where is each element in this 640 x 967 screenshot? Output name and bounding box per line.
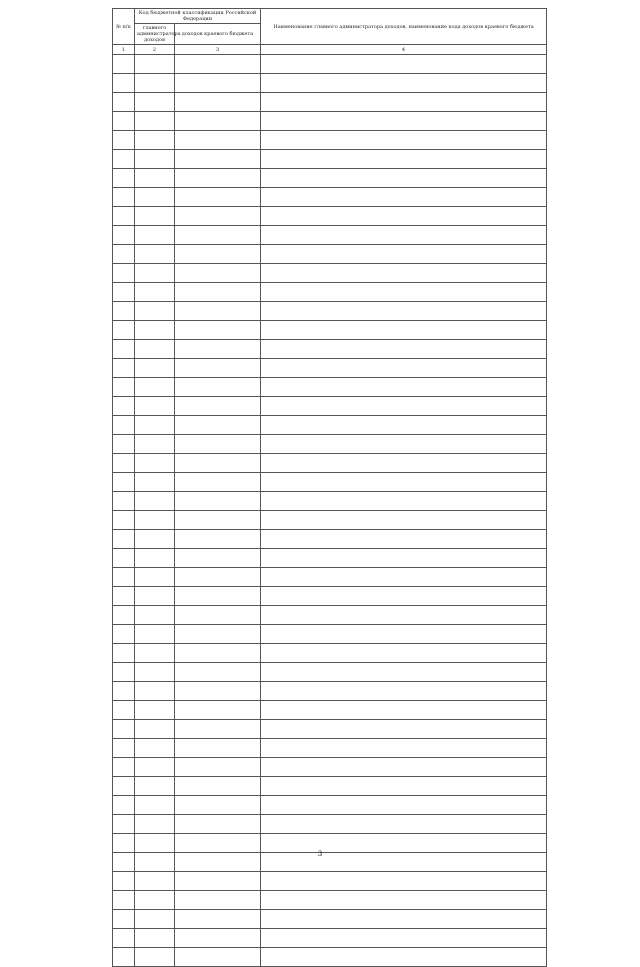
table-cell [175,568,261,587]
table-cell [135,606,175,625]
table-cell [135,720,175,739]
table-cell [135,777,175,796]
table-row [113,131,547,150]
table-cell [135,511,175,530]
table-row [113,492,547,511]
table-cell [113,169,135,188]
table-cell [113,492,135,511]
table-row [113,169,547,188]
table-cell [261,682,547,701]
table-cell [175,530,261,549]
table-row [113,359,547,378]
table-cell [135,454,175,473]
table-row [113,74,547,93]
table-cell [175,207,261,226]
table-cell [175,549,261,568]
table-cell [175,378,261,397]
table-cell [113,739,135,758]
table-cell [135,169,175,188]
table-cell [175,910,261,929]
table-cell [113,112,135,131]
header-name: Наименование главного администратора доходов, наименование кода доходов краевого бюджета [261,9,547,45]
table-cell [113,511,135,530]
table-cell [261,587,547,606]
table-cell [135,283,175,302]
table-row [113,207,547,226]
table-cell [135,150,175,169]
table-cell [135,473,175,492]
table-cell [175,435,261,454]
table-cell [175,739,261,758]
table-cell [261,93,547,112]
table-row [113,302,547,321]
table-cell [135,948,175,967]
header-number: № п/п [113,9,135,45]
table-cell [261,283,547,302]
table-cell [175,74,261,93]
table-cell [135,112,175,131]
table-cell [135,492,175,511]
table-cell [261,435,547,454]
table-cell [135,682,175,701]
table-cell [261,359,547,378]
table-cell [113,530,135,549]
table-row [113,340,547,359]
table-cell [175,644,261,663]
index-cell: 4 [261,45,547,55]
table-row [113,815,547,834]
table-cell [261,530,547,549]
table-cell [135,929,175,948]
table-row [113,625,547,644]
table-cell [261,302,547,321]
table-cell [113,777,135,796]
table-cell [175,150,261,169]
table-cell [135,74,175,93]
table-row [113,568,547,587]
table-cell [113,891,135,910]
table-row [113,644,547,663]
table-cell [175,625,261,644]
table-cell [175,929,261,948]
table-cell [135,188,175,207]
table-cell [113,568,135,587]
table-cell [175,283,261,302]
table-cell [135,530,175,549]
table-cell [135,131,175,150]
table-cell [261,131,547,150]
table-cell [261,264,547,283]
table-cell [175,492,261,511]
table-cell [261,948,547,967]
table-cell [113,910,135,929]
table-cell [175,112,261,131]
table-cell [113,131,135,150]
table-row [113,188,547,207]
table-row [113,739,547,758]
table-cell [113,55,135,74]
table-cell [175,606,261,625]
table-cell [135,872,175,891]
table-cell [261,245,547,264]
table-cell [175,340,261,359]
table-cell [135,625,175,644]
table-cell [135,416,175,435]
table-cell [113,302,135,321]
table-cell [175,587,261,606]
table-row [113,226,547,245]
table-row [113,682,547,701]
table-row [113,473,547,492]
table-cell [135,93,175,112]
table-cell [113,397,135,416]
table-row [113,93,547,112]
table-cell [175,359,261,378]
table-row [113,948,547,967]
table-cell [261,226,547,245]
table-row [113,264,547,283]
table-row [113,891,547,910]
table-cell [261,568,547,587]
table-cell [113,549,135,568]
table-row [113,720,547,739]
table-row [113,55,547,74]
page-number: 3 [317,850,323,858]
table-cell [113,245,135,264]
table-cell [175,682,261,701]
table-row [113,150,547,169]
header-budget-classification: Код бюджетной классификации Российской Федерации [135,9,261,24]
table-row [113,701,547,720]
index-cell: 3 [175,45,261,55]
index-cell: 2 [135,45,175,55]
table-row [113,283,547,302]
table-cell [175,321,261,340]
table-cell [135,435,175,454]
table-row [113,530,547,549]
table-cell [261,454,547,473]
table-row [113,454,547,473]
table-cell [113,378,135,397]
table-row [113,397,547,416]
table-cell [113,359,135,378]
table-row [113,321,547,340]
table-cell [135,340,175,359]
table-cell [113,264,135,283]
table-cell [113,663,135,682]
table-cell [261,112,547,131]
table-row [113,416,547,435]
table-cell [135,663,175,682]
table-cell [135,815,175,834]
table-row [113,112,547,131]
table-row [113,663,547,682]
table-cell [261,910,547,929]
table-cell [135,321,175,340]
table-row [113,796,547,815]
table-cell [261,777,547,796]
table-cell [261,416,547,435]
table-cell [135,587,175,606]
table-cell [135,207,175,226]
table-cell [135,397,175,416]
table-cell [175,169,261,188]
table-row [113,910,547,929]
table-cell [261,188,547,207]
table-cell [113,93,135,112]
table-cell [175,93,261,112]
table-cell [175,264,261,283]
table-cell [175,131,261,150]
table-cell [175,454,261,473]
table-cell [113,815,135,834]
index-cell: 1 [113,45,135,55]
table-cell [113,473,135,492]
table-row [113,435,547,454]
table-cell [175,188,261,207]
table-cell [175,796,261,815]
table-cell [175,948,261,967]
table-cell [175,777,261,796]
table-cell [135,796,175,815]
table-cell [135,226,175,245]
table-cell [175,720,261,739]
table-cell [261,701,547,720]
table-cell [261,55,547,74]
table-row [113,587,547,606]
table-cell [113,644,135,663]
table-cell [113,150,135,169]
table-cell [113,720,135,739]
table-cell [261,321,547,340]
table-cell [261,644,547,663]
table-cell [261,207,547,226]
table-cell [113,758,135,777]
budget-income-table [112,8,547,967]
table-cell [175,302,261,321]
table-cell [261,625,547,644]
table-cell [175,55,261,74]
table-row [113,378,547,397]
table-cell [261,815,547,834]
table-cell [113,435,135,454]
table-cell [261,796,547,815]
table-cell [261,663,547,682]
table-cell [175,397,261,416]
table-row [113,872,547,891]
table-cell [113,454,135,473]
table-cell [175,758,261,777]
table-cell [261,891,547,910]
table-cell [261,929,547,948]
table-cell [261,606,547,625]
table-cell [175,245,261,264]
table-cell [175,701,261,720]
table-cell [113,625,135,644]
table-cell [113,226,135,245]
table-cell [113,682,135,701]
table-cell [135,549,175,568]
table-cell [135,644,175,663]
table-cell [261,758,547,777]
table-cell [261,378,547,397]
table-cell [113,948,135,967]
table-cell [261,492,547,511]
table-row [113,511,547,530]
table-cell [113,796,135,815]
table-cell [261,549,547,568]
table-cell [175,226,261,245]
table-cell [113,587,135,606]
table-row [113,245,547,264]
table-cell [261,397,547,416]
table-cell [175,663,261,682]
header-income: доходов краевого бюджета [175,24,261,45]
table-cell [261,169,547,188]
table-cell [135,568,175,587]
table-cell [113,321,135,340]
table-row [113,549,547,568]
table-cell [135,245,175,264]
table-cell [135,758,175,777]
table-cell [261,739,547,758]
table-cell [113,74,135,93]
table-cell [113,606,135,625]
table-row [113,606,547,625]
table-cell [113,929,135,948]
table-cell [261,720,547,739]
table-cell [135,302,175,321]
table-cell [135,891,175,910]
table-row [113,777,547,796]
table-cell [175,815,261,834]
document-sheet [112,8,546,967]
header-admin: главного администратора доходов [135,24,175,45]
table-cell [261,74,547,93]
table-cell [113,188,135,207]
table-cell [113,701,135,720]
table-cell [261,150,547,169]
table-cell [135,910,175,929]
table-cell [261,511,547,530]
table-cell [135,264,175,283]
table-cell [175,891,261,910]
table-cell [135,378,175,397]
table-cell [113,283,135,302]
table-cell [135,701,175,720]
table-cell [113,207,135,226]
table-row [113,758,547,777]
table-cell [113,340,135,359]
table-cell [135,359,175,378]
table-cell [175,473,261,492]
table-cell [261,473,547,492]
table-cell [175,872,261,891]
table-cell [261,872,547,891]
table-cell [175,416,261,435]
table-cell [135,55,175,74]
table-cell [261,340,547,359]
table-cell [175,511,261,530]
table-cell [113,872,135,891]
table-cell [135,739,175,758]
table-row [113,929,547,948]
table-cell [113,416,135,435]
